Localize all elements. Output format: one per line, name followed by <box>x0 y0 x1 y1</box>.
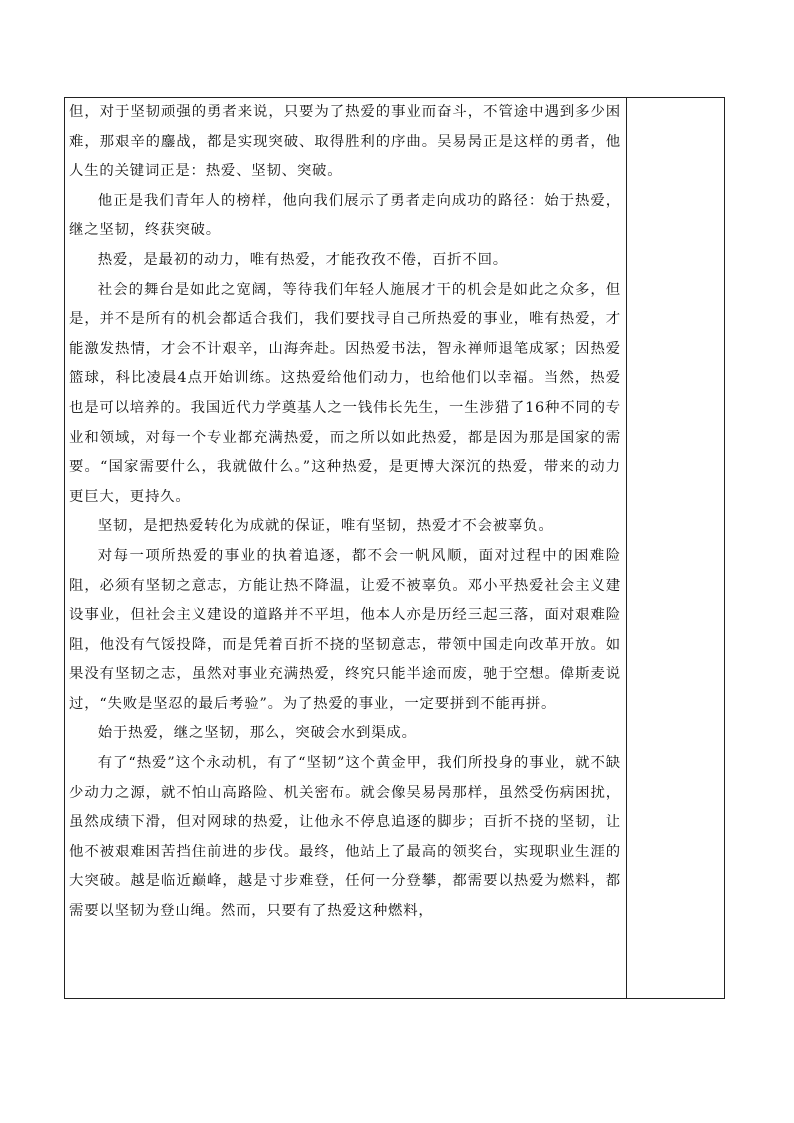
paragraph-6: 对每一项所热爱的事业的执着追逐，都不会一帆风顺，面对过程中的困难险阻，必须有坚韧之意志，方能让热不降温，让爱不被辜负。邓小平热爱社会主义建设事业，但社会主义建设的道路并不平坦，他本人亦是历经三起三落，面对艰难险阻，他没有气馁投降，而是凭着百折不挠的坚韧意志，带领中国走向改革开放。如果没有坚韧之志，虽然对事业充满热爱，终究只能半途而废，驰于空想。偉斯麦说过，“失败是坚忍的最后考验”。为了热爱的事业，一定要拼到不能再拼。 <box>69 547 621 712</box>
paragraph-7: 始于热爱，继之坚韧，那么，突破会水到渠成。 <box>97 725 417 742</box>
paragraph-8: 有了“热爱”这个永动机，有了“坚韧”这个黄金甲，我们所投身的事业，就不缺少动力之源，就不怕山高路险、机关密布。就会像吴易昺那样，虽然受伤病困扰，虽然成绩下滑，但对网球的热爱，让他永不停息追逐的脚步；百折不挠的坚韧，让他不被艰难困苦挡住前进的步伐。最终，他站上了最高的领奖台，实现职业生涯的大突破。越是临近巅峰，越是寸步难登，任何一分登攀，都需要以热爱为燃料，都需要以坚韧为登山绳。然而，只要有了热爱这种燃料， <box>69 755 621 920</box>
paragraph-3: 热爱，是最初的动力，唯有热爱，才能孜孜不倦，百折不回。 <box>97 251 508 268</box>
paragraph-1: 但，对于坚韧顽强的勇者来说，只要为了热爱的事业而奋斗，不管途中遇到多少困难，那艰辛的鏖战，都是实现突破、取得胜利的序曲。吴易昺正是这样的勇者，他人生的关键词正是：热爱、坚韧、突破。 <box>69 104 621 180</box>
essay-table <box>64 97 725 999</box>
essay-text-cell <box>69 98 621 998</box>
paragraph-5: 坚韧，是把热爱转化为成就的保证，唯有坚韧，热爱才不会被辜负。 <box>97 518 554 535</box>
paragraph-2: 他正是我们青年人的榜样，他向我们展示了勇者走向成功的路径：始于热爱，继之坚韧，终获突破。 <box>69 192 621 239</box>
paragraph-4: 社会的舞台是如此之宽阔，等待我们年轻人施展才干的机会是如此之众多，但是，并不是所有的机会都适合我们，我们要找寻自己所热爱的事业，唯有热爱，才能激发热情，才会不计艰辛，山海奔赴。因热爱书法，智永禅师退笔成冢；因热爱篮球，科比凌晨4点开始训练。这热爱给他们动力，也给他们以幸福。当然，热爱也是可以培养的。我国近代力学奠基人之一钱伟长先生，一生涉猎了16种不同的专业和领域，对每一个专业都充满热爱，而之所以如此热爱，都是因为那是国家的需要。“国家需要什么，我就做什么。”这种热爱，是更博大深沉的热爱，带来的动力更巨大，更持久。 <box>69 281 621 505</box>
side-cell-empty <box>627 98 724 998</box>
